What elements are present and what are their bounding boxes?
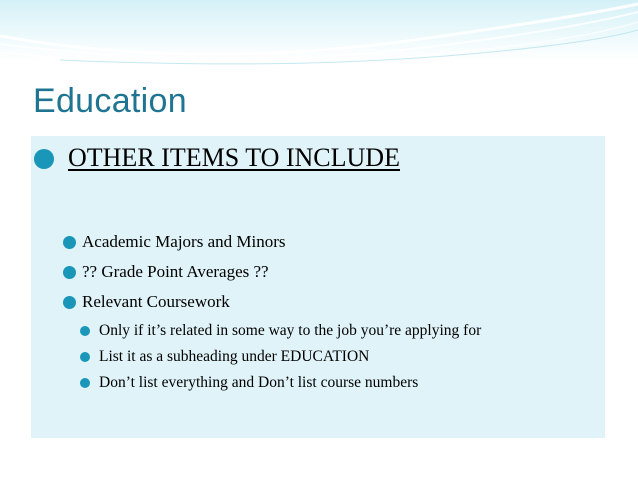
bullet-icon <box>80 326 90 336</box>
sub-bullet-text: Academic Majors and Minors <box>82 232 286 251</box>
sub-bullet-text: Relevant Coursework <box>82 292 230 311</box>
main-bullet-text: OTHER ITEMS TO INCLUDE <box>68 143 400 172</box>
coursework-bullet-text: Don’t list everything and Don’t list course numbers <box>99 374 419 391</box>
coursework-bullet-text: List it as a subheading under EDUCATION <box>99 348 370 365</box>
coursework-bullet-text: Only if it’s related in some way to the job you’re applying for <box>99 322 482 339</box>
bullet-icon <box>34 149 54 169</box>
coursework-bullet-related <box>80 322 481 340</box>
bullet-icon <box>80 378 90 388</box>
content-box <box>31 136 605 438</box>
bullet-icon <box>80 352 90 362</box>
bullet-icon <box>63 296 76 309</box>
sub-bullet-majors <box>63 232 285 252</box>
slide-title: Education <box>33 82 187 120</box>
sub-bullet-gpa <box>63 262 269 282</box>
bullet-icon <box>63 266 76 279</box>
bullet-icon <box>63 236 76 249</box>
decorative-wave-lines <box>0 0 638 70</box>
sub-bullet-coursework <box>63 292 230 312</box>
main-bullet <box>34 143 400 173</box>
coursework-bullet-subheading <box>80 348 369 366</box>
sub-bullet-text: ?? Grade Point Averages ?? <box>82 262 269 281</box>
coursework-bullet-dont-list <box>80 374 418 392</box>
